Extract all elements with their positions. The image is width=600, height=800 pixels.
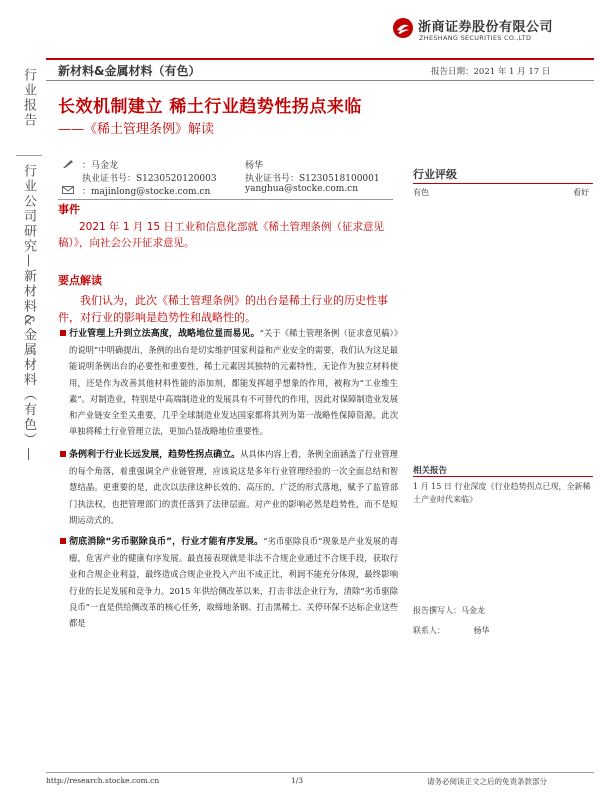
analyst-divider [58, 199, 393, 200]
key-point-2 [58, 446, 398, 528]
bullet-square-icon [60, 330, 66, 336]
key-point-1 [58, 325, 398, 439]
report-date: 报告日期：2021 年 1 月 17 日 [431, 67, 551, 77]
footer-rule [46, 772, 594, 773]
key-point-lead: 条例利于行业长远发展，趋势性拐点确立。 [69, 450, 241, 460]
report-subtitle: ——《稀土管理条例》解读 [58, 122, 215, 137]
brand-name-cn: 浙商证券股份有限公司 [418, 20, 554, 35]
report-type-tag: 行业报告 [21, 68, 36, 128]
author-block [413, 601, 593, 641]
side-divider [16, 155, 42, 156]
brand-logo [392, 14, 592, 48]
rating-row [413, 187, 593, 198]
event-heading: 事件 [58, 203, 80, 216]
key-points-intro: 我们认为，此次《稀土管理条例》的出台是稀土行业的历史性事件，对行业的影响是趋势性和战略性的。 [58, 294, 388, 324]
rating-sector: 有色 [413, 188, 429, 197]
brand-name-en: ZHESHANG SECURITIES CO.,LTD [419, 34, 532, 42]
report-title: 长效机制建立 稀土行业趋势性拐点来临 [58, 97, 362, 117]
analyst-block [58, 158, 398, 200]
related-report-item[interactable]: 1 月 15 日 行业深度《行业趋势拐点已现，全新稀土产业时代来临》 [413, 482, 591, 504]
contact-label: 联系人： [413, 626, 445, 635]
key-points-heading: 要点解读 [58, 274, 102, 287]
analyst-1-name: ：马金龙 [82, 161, 119, 171]
header-subrule [46, 80, 594, 81]
page-number: 1/3 [291, 776, 304, 785]
analyst-2-name: 杨华 [245, 161, 264, 171]
pen-icon [62, 159, 74, 169]
event-text: 2021 年 1 月 15 日工业和信息化部就《稀土管理条例（征求意见稿）》，向社会公开征求意见。 [58, 221, 384, 249]
sector-label: 新材料&金属材料（有色） [58, 64, 201, 78]
footer-disclaimer: 请务必阅读正文之后的免责条款部分 [427, 777, 547, 786]
analyst-2-email[interactable]: yanghua@stocke.com.cn [245, 184, 358, 194]
key-point-body: 从具体内容上看，条例全面涵盖了行业管理的每个角落，着重强调全产业链管理，应该说这是多年行业管理经验的一次全面总结和智慧结晶。更重要的是，此次以法律这种长效的、高压的，广泛的形式落地，赋予了监管部门执法权，也把管理部门的责任落到了法律层面。对产业的影响必然是趋势性，而不是短期运动式的。 [69, 449, 398, 525]
key-point-body: “劣币驱除良币”现象是产业发展的毒瘤，危害产业的健康有序发展。最直接表现就是非法不合规企业通过不合规手段，获取行业和合规企业利益，最终造成合规企业投入产出不成正比，利润不能充分体现，最终影响行业的长足发展和竞争力。2015 年供给侧改革以来，打击非法企业行为，清除“劣币驱除良币”一直是供给侧改革的核心任务，取缔地条钢、打击黑稀土、关停环保不达标企业这些都是 [69, 536, 398, 629]
key-point-lead: 行业管理上升到立法高度，战略地位显而易见。 [69, 329, 260, 339]
left-side-bar [14, 58, 44, 748]
footer-url[interactable]: http://research.stocke.com.cn [46, 776, 160, 785]
header-rule [46, 58, 594, 60]
contact-row [413, 621, 593, 641]
analyst-1-cert: 执业证书号：S1230520120003 [82, 174, 217, 184]
bullet-square-icon [60, 451, 66, 457]
author-label: 报告撰写人：马金龙 [413, 606, 485, 615]
rating-title: 行业评级 [413, 168, 457, 181]
bullet-square-icon [60, 538, 66, 544]
rating-value: 看好 [573, 188, 589, 197]
analyst-1-email[interactable]: ：majinlong@stocke.com.cn [82, 187, 211, 197]
analyst-2-cert: 执业证书号：S1230518100001 [245, 174, 380, 184]
key-point-3 [58, 533, 398, 631]
report-category-tag: 行业公司研究—新材料&金属材料（有色）— [21, 164, 36, 463]
related-reports-rule [413, 476, 593, 477]
rating-rule [413, 183, 593, 184]
contact-name: 杨华 [473, 626, 490, 635]
key-point-lead: 彻底消除“劣币驱除良币”，行业才能有序发展。 [69, 537, 264, 547]
related-reports-title: 相关报告 [413, 466, 448, 476]
logo-mark-icon [392, 17, 414, 39]
key-point-body: “关于《稀土管理条例（征求意见稿）》的说明”中明确提出，条例的出台是切实维护国家利益和产业安全的需要，我们认为这足最能说明条例出台的必要性和重要性，稀土元素因其独特的元素特性，无论作为独立材料使用，还是作为改善其他材料性能的添加剂，都能发挥超乎想象的作用，被称为“工业维生素”。对制造业，特别是中高端制造业的发展具有不可替代的作用，因此对保障制造业发展和产业链安全至关重要，几乎全球制造业发达国家都将其列为第一战略性保障资源。此次单独将稀土行业管理立法，更加凸显战略地位重要性。 [69, 328, 398, 437]
mail-icon [62, 185, 74, 195]
